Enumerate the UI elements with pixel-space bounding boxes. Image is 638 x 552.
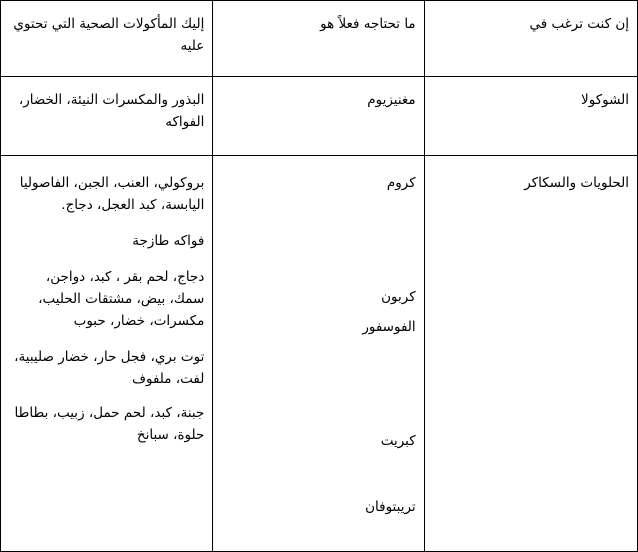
craving-sweets: الحلويات والسكاكر <box>524 175 629 191</box>
mineral-carbon: كربون <box>381 289 416 305</box>
header-craving <box>424 1 637 77</box>
mineral-chromium: كروم <box>386 175 416 191</box>
foods-magnesium: البذور والمكسرات النيئة، الخضار، الفواكه <box>18 92 205 130</box>
foods-carbon: فواكه طازجة <box>132 233 205 249</box>
header-craving-text: إن كنت ترغب في <box>529 16 629 32</box>
header-row <box>1 1 638 77</box>
header-need <box>213 1 424 77</box>
foods-tryptophan: جبنة، كبد، لحم حمل، زبيب، بطاطا حلوة، سبانخ <box>14 405 205 443</box>
mineral-magnesium: مغنيزيوم <box>367 92 416 108</box>
mineral-tryptophan: تريبتوفان <box>365 499 416 515</box>
foods-cell <box>1 156 213 552</box>
header-foods <box>1 1 213 77</box>
craving-chocolate: الشوكولا <box>581 92 629 108</box>
craving-cell <box>424 77 637 156</box>
mineral-sulfur: كبريت <box>380 433 416 449</box>
foods-cell <box>1 77 213 156</box>
foods-chromium: بروكولي، العنب، الجبن، الفاصوليا اليابسة، كبد العجل، دجاج. <box>19 175 205 213</box>
mineral-cell <box>213 77 424 156</box>
mineral-phosphorus: الفوسفور <box>362 319 416 335</box>
header-need-text: ما تحتاجه فعلاً هو <box>320 16 416 32</box>
table-row <box>1 156 638 552</box>
foods-phosphorus: دجاج، لحم بقر ، كبد، دواجن، سمك، بيض، مشتقات الحليب، مكسرات، خضار، حبوب <box>38 269 205 329</box>
header-foods-text: إليك المأكولات الصحية التي تحتوي عليه <box>13 16 205 54</box>
table-row <box>1 77 638 156</box>
craving-cell <box>424 156 637 552</box>
foods-sulfur: توت بري، فجل حار، خضار صليبية، لفت، ملفوف <box>14 349 205 387</box>
mineral-cell <box>213 156 424 552</box>
